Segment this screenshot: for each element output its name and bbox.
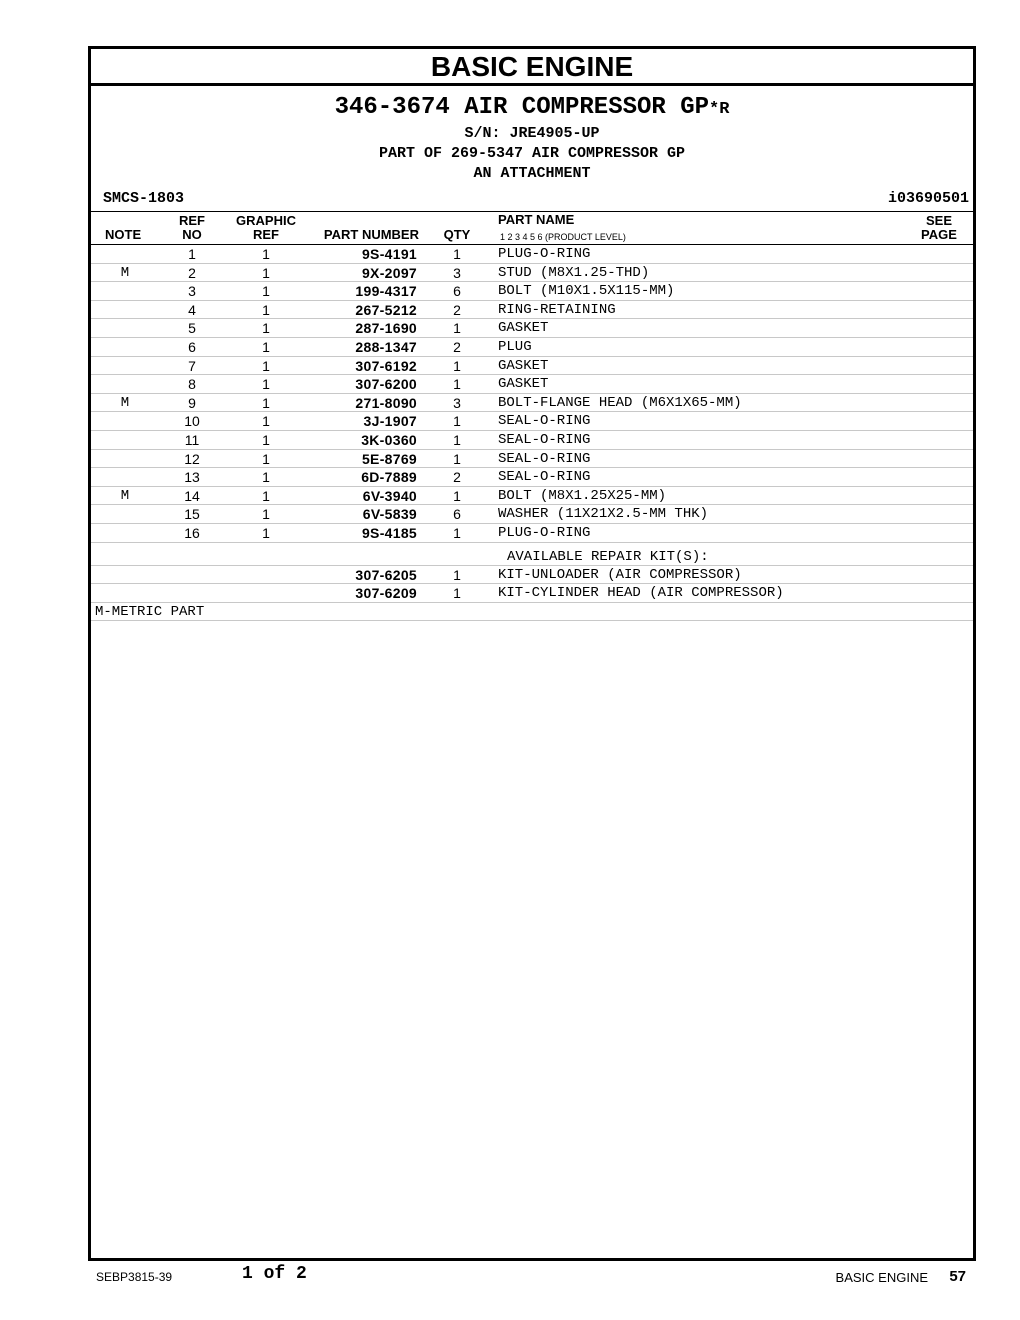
- ref-no-cell: 6: [188, 338, 196, 355]
- col-ref-top: REF: [179, 213, 205, 228]
- part-row[interactable]: [91, 412, 973, 431]
- ref-no-cell: 9: [188, 394, 196, 411]
- qty-cell: 1: [453, 566, 461, 583]
- part-name-cell: BOLT (M10X1.5X115-MM): [498, 283, 675, 300]
- part-number-cell: 307-6200: [355, 376, 417, 393]
- part-name-cell: GASKET: [498, 357, 549, 374]
- repair-kit-heading: AVAILABLE REPAIR KIT(S):: [507, 548, 709, 565]
- qty-cell: 2: [453, 338, 461, 355]
- col-see-bottom: PAGE: [921, 227, 957, 242]
- part-number-cell: 9S-4185: [361, 524, 417, 541]
- part-row[interactable]: [91, 468, 973, 487]
- serial-range: S/N: JRE4905-UP: [464, 125, 600, 142]
- document-id: SEBP3815-39: [96, 1270, 173, 1284]
- ref-no-cell: 14: [184, 487, 200, 504]
- part-number-cell: 307-6205: [355, 566, 417, 583]
- graphic-ref-cell: 1: [262, 450, 270, 467]
- part-row[interactable]: [91, 487, 973, 506]
- graphic-ref-cell: 1: [262, 524, 270, 541]
- part-number-cell: 5E-8769: [361, 450, 417, 467]
- graphic-ref-cell: 1: [262, 283, 270, 300]
- part-name-cell: RING-RETAINING: [498, 301, 616, 318]
- qty-cell: 1: [453, 320, 461, 337]
- part-row[interactable]: [91, 282, 973, 301]
- col-see-top: SEE: [925, 213, 952, 228]
- graphic-ref-cell: 1: [262, 469, 270, 486]
- qty-cell: 2: [453, 301, 461, 318]
- qty-cell: 2: [453, 469, 461, 486]
- part-name-cell: BOLT (M8X1.25X25-MM): [498, 487, 667, 504]
- qty-cell: 1: [453, 357, 461, 374]
- graphic-ref-cell: 1: [262, 320, 270, 337]
- part-name-cell: GASKET: [498, 320, 549, 337]
- page-number: 57: [949, 1268, 966, 1285]
- col-qty: QTY: [443, 227, 471, 242]
- part-number-cell: 267-5212: [355, 301, 417, 318]
- note-cell: M: [120, 487, 130, 504]
- part-row[interactable]: [91, 505, 973, 524]
- graphic-ref-cell: 1: [262, 506, 270, 523]
- part-row[interactable]: [91, 375, 973, 394]
- ref-no-cell: 7: [188, 357, 196, 374]
- part-name-cell: BOLT-FLANGE HEAD (M6X1X65-MM): [498, 394, 742, 411]
- col-graphic-top: GRAPHIC: [236, 213, 296, 228]
- part-name-cell: PLUG: [498, 338, 532, 355]
- part-number-cell: 9S-4191: [361, 246, 417, 262]
- part-number-cell: 271-8090: [355, 394, 417, 411]
- ref-no-cell: 16: [184, 524, 200, 541]
- qty-cell: 1: [453, 487, 461, 504]
- part-row[interactable]: [91, 245, 973, 264]
- ref-no-cell: 11: [184, 431, 200, 448]
- group-suffix: *R: [709, 100, 730, 119]
- col-note: NOTE: [105, 227, 142, 242]
- group-header: [91, 86, 973, 211]
- column-headers: [91, 211, 973, 245]
- footer-section-name: BASIC ENGINE: [835, 1270, 928, 1285]
- part-row[interactable]: [91, 319, 973, 338]
- ref-no-cell: 8: [188, 376, 196, 393]
- page-footer: [96, 1262, 970, 1292]
- part-name-cell: GASKET: [498, 376, 549, 393]
- part-name-cell: SEAL-O-RING: [498, 413, 591, 430]
- part-name-cell: WASHER (11X21X2.5-MM THK): [498, 506, 709, 523]
- part-name-cell: KIT-CYLINDER HEAD (AIR COMPRESSOR): [498, 585, 784, 602]
- qty-cell: 6: [453, 506, 461, 523]
- graphic-ref-cell: 1: [262, 246, 270, 262]
- qty-cell: 1: [453, 376, 461, 393]
- part-number-cell: 3J-1907: [363, 413, 417, 430]
- note-cell: M: [120, 264, 130, 281]
- part-row[interactable]: [91, 357, 973, 376]
- part-number-cell: 288-1347: [355, 338, 417, 355]
- part-number-cell: 199-4317: [355, 283, 417, 300]
- graphic-ref-cell: 1: [262, 301, 270, 318]
- repair-kit-row[interactable]: [91, 566, 973, 585]
- graphic-ref-cell: 1: [262, 394, 270, 411]
- ref-no-cell: 15: [184, 506, 200, 523]
- ref-no-cell: 10: [184, 413, 200, 430]
- graphic-ref-cell: 1: [262, 431, 270, 448]
- qty-cell: 1: [453, 246, 461, 262]
- part-row[interactable]: [91, 431, 973, 450]
- col-product-levels: 1 2 3 4 5 6 (PRODUCT LEVEL): [500, 232, 626, 242]
- group-number: 346-3674: [334, 94, 450, 121]
- part-row[interactable]: [91, 450, 973, 469]
- graphic-ref-cell: 1: [262, 487, 270, 504]
- part-number-cell: 6V-5839: [362, 506, 417, 523]
- part-row[interactable]: [91, 301, 973, 320]
- repair-kit-list: [91, 566, 973, 603]
- qty-cell: 1: [453, 524, 461, 541]
- ref-no-cell: 2: [188, 264, 196, 281]
- ref-no-cell: 1: [188, 246, 196, 262]
- graphic-ref-cell: 1: [262, 338, 270, 355]
- qty-cell: 3: [453, 264, 461, 281]
- part-name-cell: PLUG-O-RING: [498, 524, 591, 541]
- col-part-number: PART NUMBER: [323, 227, 419, 242]
- graphic-ref-cell: 1: [262, 264, 270, 281]
- repair-kit-row[interactable]: [91, 584, 973, 603]
- attachment-line: AN ATTACHMENT: [473, 165, 591, 182]
- part-name-cell: KIT-UNLOADER (AIR COMPRESSOR): [498, 566, 742, 583]
- part-name-cell: PLUG-O-RING: [498, 246, 591, 262]
- part-number-cell: 9X-2097: [361, 264, 417, 281]
- part-name-cell: STUD (M8X1.25-THD): [498, 264, 650, 281]
- parts-page-frame: [88, 46, 976, 1261]
- part-number-cell: 287-1690: [355, 320, 417, 337]
- qty-cell: 3: [453, 394, 461, 411]
- smcs-code: SMCS-1803: [103, 190, 185, 207]
- ref-no-cell: 4: [188, 301, 196, 318]
- graphic-ref-cell: 1: [262, 413, 270, 430]
- part-row[interactable]: [91, 524, 973, 543]
- group-title: [91, 86, 973, 124]
- graphic-ref-cell: 1: [262, 357, 270, 374]
- part-row[interactable]: [91, 264, 973, 283]
- col-graphic-bottom: REF: [253, 227, 279, 242]
- part-name-cell: SEAL-O-RING: [498, 450, 591, 467]
- qty-cell: 1: [453, 413, 461, 430]
- ref-no-cell: 13: [184, 469, 200, 486]
- qty-cell: 1: [453, 585, 461, 602]
- col-ref-bottom: NO: [182, 227, 202, 242]
- qty-cell: 1: [453, 431, 461, 448]
- part-of-line: PART OF 269-5347 AIR COMPRESSOR GP: [378, 145, 686, 162]
- ref-no-cell: 12: [184, 450, 200, 467]
- note-cell: M: [120, 394, 130, 411]
- part-number-cell: 6D-7889: [361, 469, 417, 486]
- ref-no-cell: 3: [188, 283, 196, 300]
- qty-cell: 1: [453, 450, 461, 467]
- group-name: AIR COMPRESSOR GP: [464, 94, 710, 121]
- metric-note: M-METRIC PART: [91, 603, 973, 621]
- parts-list: [91, 245, 973, 543]
- col-part-name: PART NAME: [498, 212, 575, 227]
- illustration-id: i03690501: [887, 190, 969, 207]
- ref-no-cell: 5: [188, 320, 196, 337]
- part-row[interactable]: [91, 394, 973, 413]
- page-of-count: 1 of 2: [242, 1264, 307, 1284]
- graphic-ref-cell: 1: [262, 376, 270, 393]
- part-name-cell: SEAL-O-RING: [498, 469, 591, 486]
- repair-kit-heading-row: [91, 543, 973, 566]
- part-number-cell: 307-6209: [355, 585, 417, 602]
- part-number-cell: 3K-0360: [361, 431, 417, 448]
- part-row[interactable]: [91, 338, 973, 357]
- section-title: BASIC ENGINE: [91, 49, 973, 86]
- qty-cell: 6: [453, 283, 461, 300]
- part-number-cell: 307-6192: [355, 357, 417, 374]
- part-name-cell: SEAL-O-RING: [498, 431, 591, 448]
- part-number-cell: 6V-3940: [362, 487, 417, 504]
